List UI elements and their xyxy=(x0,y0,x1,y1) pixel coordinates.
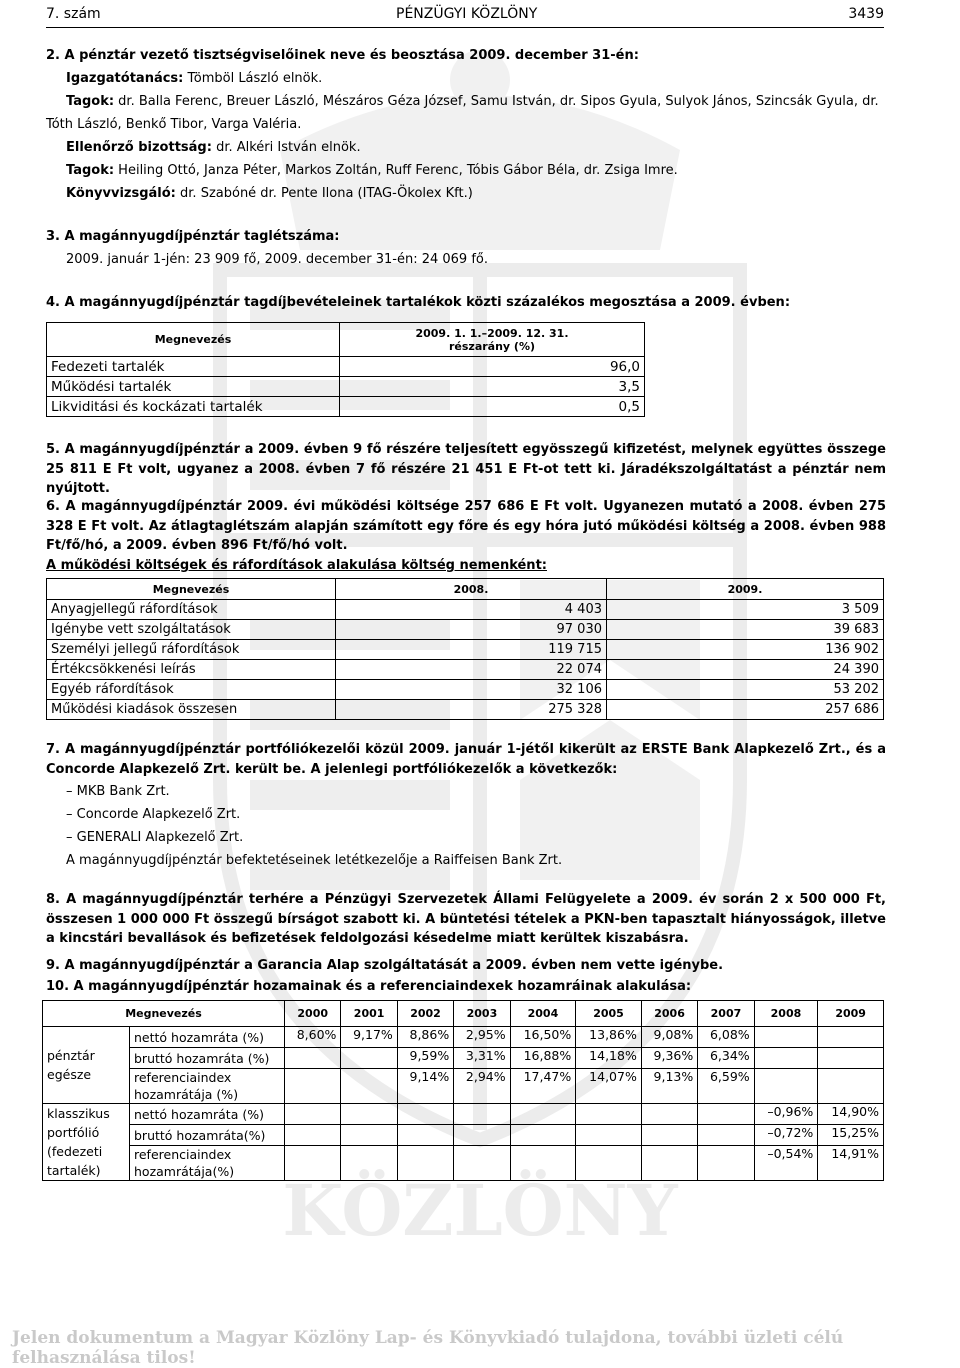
year-header: 2009 xyxy=(818,1001,884,1027)
auditor-line xyxy=(46,182,886,205)
section-3-heading: 3. A magánnyugdíjpénztár taglétszáma: xyxy=(46,229,340,244)
board-line xyxy=(46,67,886,90)
year-value: 14,18% xyxy=(576,1048,642,1069)
control-members-line xyxy=(46,159,886,182)
year-value xyxy=(397,1146,453,1181)
table-row xyxy=(47,680,884,700)
row-value: 3,5 xyxy=(340,377,645,397)
row-name: referenciaindex hozamrátája (%) xyxy=(130,1069,285,1104)
row-2009: 53 202 xyxy=(607,680,884,700)
col-value-header xyxy=(340,323,645,357)
group-label: pénztár egésze xyxy=(43,1027,130,1104)
row-name: nettó hozamráta (%) xyxy=(130,1027,285,1048)
year-value: 16,88% xyxy=(510,1048,576,1069)
col-name-header: Megnevezés xyxy=(47,579,336,600)
row-2008: 32 106 xyxy=(336,680,607,700)
year-value xyxy=(454,1146,510,1181)
control-text: dr. Alkéri István elnök. xyxy=(211,140,361,155)
col-2008-header: 2008. xyxy=(336,579,607,600)
table-header-row xyxy=(43,1001,884,1027)
year-value xyxy=(341,1146,397,1181)
list-item: – GENERALI Alapkezelő Zrt. xyxy=(66,830,244,845)
year-value xyxy=(341,1125,397,1146)
year-value xyxy=(341,1069,397,1104)
year-value xyxy=(510,1125,576,1146)
year-value: 14,91% xyxy=(818,1146,884,1181)
year-value xyxy=(754,1048,818,1069)
col-value-header-line2: részarány (%) xyxy=(448,339,535,353)
table-row xyxy=(47,600,884,620)
cost-table xyxy=(46,578,884,720)
manager-list xyxy=(66,780,866,872)
year-value xyxy=(641,1146,697,1181)
table-row xyxy=(43,1146,884,1181)
row-name: referenciaindex hozamrátája(%) xyxy=(130,1146,285,1181)
custodian-text: A magánnyugdíjpénztár befektetéseinek letétkezelője a Raiffeisen Bank Zrt. xyxy=(66,853,563,868)
year-value: 9,13% xyxy=(641,1069,697,1104)
journal-title: PÉNZÜGYI KÖZLÖNY xyxy=(396,6,538,22)
group-label: klasszikus portfólió (fedezeti tartalék) xyxy=(43,1104,130,1181)
year-value xyxy=(576,1104,642,1125)
year-value xyxy=(698,1125,754,1146)
col-2009-header: 2009. xyxy=(607,579,884,600)
row-name: Működési tartalék xyxy=(47,377,340,397)
section-8: 8. A magánnyugdíjpénztár terhére a Pénzügyi Szervezetek Állami Felügyelete a 2009. év során 2 x 500 000 Ft, összesen 1 000 000 Ft összegű bírságot szabott ki. A büntetési tételek a PKN-ben tapasztalt hiányosságok, illetve a kincstári bevallások és befizetések feldolgozási késedelme miatt kerültek kiszabásra. xyxy=(46,892,886,946)
year-value: 3,31% xyxy=(454,1048,510,1069)
year-value: 9,59% xyxy=(397,1048,453,1069)
row-name: bruttó hozamráta (%) xyxy=(130,1048,285,1069)
year-header: 2000 xyxy=(285,1001,341,1027)
year-value xyxy=(641,1104,697,1125)
members-line xyxy=(46,90,886,136)
section-9: 9. A magánnyugdíjpénztár a Garancia Alap szolgáltatását a 2009. évben nem vette igénybe. xyxy=(46,958,724,973)
table-row xyxy=(43,1104,884,1125)
year-value: 8,60% xyxy=(285,1027,341,1048)
year-value: 6,08% xyxy=(698,1027,754,1048)
row-2009: 136 902 xyxy=(607,640,884,660)
year-value: 8,86% xyxy=(397,1027,453,1048)
row-name: Fedezeti tartalék xyxy=(47,357,340,377)
year-value: 15,25% xyxy=(818,1125,884,1146)
table-row xyxy=(43,1048,884,1069)
col-value-header-line1: 2009. 1. 1.–2009. 12. 31. xyxy=(415,326,569,340)
year-value xyxy=(341,1048,397,1069)
year-value: 17,47% xyxy=(510,1069,576,1104)
row-name: Egyéb ráfordítások xyxy=(47,680,336,700)
table-row xyxy=(47,620,884,640)
year-value: 14,07% xyxy=(576,1069,642,1104)
table-row xyxy=(43,1125,884,1146)
page-number: 3439 xyxy=(848,6,884,22)
year-value: 2,94% xyxy=(454,1069,510,1104)
control-line xyxy=(46,136,886,159)
control-members-label: Tagok: xyxy=(66,163,115,178)
row-name: Igénybe vett szolgáltatások xyxy=(47,620,336,640)
row-value: 96,0 xyxy=(340,357,645,377)
year-value: 9,08% xyxy=(641,1027,697,1048)
year-value xyxy=(818,1027,884,1048)
row-2008: 119 715 xyxy=(336,640,607,660)
reserve-split-table xyxy=(46,322,645,417)
table-row xyxy=(43,1027,884,1048)
year-header: 2001 xyxy=(341,1001,397,1027)
year-value: 9,14% xyxy=(397,1069,453,1104)
row-2008: 4 403 xyxy=(336,600,607,620)
year-header: 2007 xyxy=(698,1001,754,1027)
section-6-subheading: A működési költségek és ráfordítások alakulása költség nemenként: xyxy=(46,558,547,573)
svg-text:KÖZLÖNY: KÖZLÖNY xyxy=(282,1169,678,1250)
year-value xyxy=(285,1125,341,1146)
year-value xyxy=(454,1125,510,1146)
year-value xyxy=(754,1027,818,1048)
issue-number: 7. szám xyxy=(46,6,101,22)
row-2008: 22 074 xyxy=(336,660,607,680)
board-text: Tömböl László elnök. xyxy=(183,71,323,86)
control-members-text: Heiling Ottó, Janza Péter, Markos Zoltán, Ruff Ferenc, Tóbis Gábor Béla, dr. Zsiga Imre. xyxy=(114,163,678,178)
year-value: 13,86% xyxy=(576,1027,642,1048)
section-3 xyxy=(46,225,886,271)
year-value xyxy=(576,1146,642,1181)
year-value xyxy=(510,1104,576,1125)
section-2-heading: 2. A pénztár vezető tisztségviselőinek neve és beosztása 2009. december 31-én: xyxy=(46,48,639,63)
year-value: 16,50% xyxy=(510,1027,576,1048)
year-value: 9,17% xyxy=(341,1027,397,1048)
year-value: –0,96% xyxy=(754,1104,818,1125)
year-value: –0,54% xyxy=(754,1146,818,1181)
control-label: Ellenőrző bizottság: xyxy=(66,140,212,155)
row-2008: 275 328 xyxy=(336,700,607,720)
year-value xyxy=(576,1125,642,1146)
members-text: dr. Balla Ferenc, Breuer László, Mészáros Géza József, Samu István, dr. Sipos Gyula, Sulyok János, Szincsák Gyula, dr. Tóth László, Benkő Tibor, Varga Valéria. xyxy=(46,94,879,132)
auditor-text: dr. Szabóné dr. Pente Ilona (ITAG-Ökolex Kft.) xyxy=(175,186,473,201)
year-value xyxy=(285,1048,341,1069)
section-5: 5. A magánnyugdíjpénztár a 2009. évben 9 fő részére teljesített egyösszegű kifizetést, melynek együttes összege 25 811 E Ft volt, ugyanez a 2008. évben 7 fő részére 21 451 E Ft-ot tett ki. Járadékszolgáltatást a pénztár nem nyújtott. xyxy=(46,442,886,496)
board-label: Igazgatótanács: xyxy=(66,71,184,86)
row-name: Működési kiadások összesen xyxy=(47,700,336,720)
table-header-row xyxy=(47,323,645,357)
year-header: 2006 xyxy=(641,1001,697,1027)
row-2009: 39 683 xyxy=(607,620,884,640)
year-value xyxy=(397,1125,453,1146)
table-row xyxy=(47,640,884,660)
footer-notice: Jelen dokumentum a Magyar Közlöny Lap- és Könyvkiadó tulajdona, további üzleti célú felhasználása tilos! xyxy=(12,1328,844,1368)
row-2009: 24 390 xyxy=(607,660,884,680)
year-header: 2004 xyxy=(510,1001,576,1027)
row-name: nettó hozamráta (%) xyxy=(130,1104,285,1125)
year-value xyxy=(754,1069,818,1104)
row-2009: 257 686 xyxy=(607,700,884,720)
year-value: 2,95% xyxy=(454,1027,510,1048)
year-value xyxy=(818,1069,884,1104)
page-header xyxy=(46,6,884,24)
section-7: 7. A magánnyugdíjpénztár portfóliókezelői közül 2009. január 1-jétől kikerült az ERSTE Bank Alapkezelő Zrt., és a Concorde Alapkezelő Zrt. került be. A jelenlegi portfóliókezelők a következők: xyxy=(46,742,886,777)
year-header: 2005 xyxy=(576,1001,642,1027)
row-name: Likviditási és kockázati tartalék xyxy=(47,397,340,417)
year-header: 2002 xyxy=(397,1001,453,1027)
year-value xyxy=(341,1104,397,1125)
row-2009: 3 509 xyxy=(607,600,884,620)
list-item: – MKB Bank Zrt. xyxy=(66,784,170,799)
year-header: 2008 xyxy=(754,1001,818,1027)
year-value: –0,72% xyxy=(754,1125,818,1146)
returns-table-body xyxy=(43,1027,884,1181)
returns-table xyxy=(42,1000,884,1181)
table-row xyxy=(47,660,884,680)
list-item: – Concorde Alapkezelő Zrt. xyxy=(66,807,241,822)
year-value xyxy=(510,1146,576,1181)
table-row xyxy=(47,700,884,720)
table-header-row xyxy=(47,579,884,600)
section-2 xyxy=(46,44,886,205)
table-row xyxy=(47,397,645,417)
section-4-heading: 4. A magánnyugdíjpénztár tagdíjbevételeinek tartalékok közti százalékos megosztása a 2009. évben: xyxy=(46,295,791,310)
auditor-label: Könyvvizsgáló: xyxy=(66,186,176,201)
row-2008: 97 030 xyxy=(336,620,607,640)
year-value xyxy=(641,1125,697,1146)
year-value xyxy=(285,1069,341,1104)
row-name: Személyi jellegű ráfordítások xyxy=(47,640,336,660)
year-value xyxy=(454,1104,510,1125)
members-label: Tagok: xyxy=(66,94,115,109)
year-value: 14,90% xyxy=(818,1104,884,1125)
year-value: 6,34% xyxy=(698,1048,754,1069)
table-row xyxy=(47,377,645,397)
year-value xyxy=(285,1146,341,1181)
row-name: Anyagjellegű ráfordítások xyxy=(47,600,336,620)
section-3-text: 2009. január 1-jén: 23 909 fő, 2009. december 31-én: 24 069 fő. xyxy=(66,252,488,267)
year-value: 6,59% xyxy=(698,1069,754,1104)
col-name-header: Megnevezés xyxy=(47,323,340,357)
year-value: 9,36% xyxy=(641,1048,697,1069)
year-value xyxy=(818,1048,884,1069)
row-name: Értékcsökkenési leírás xyxy=(47,660,336,680)
year-value xyxy=(698,1104,754,1125)
header-rule xyxy=(46,27,884,28)
col-name-header: Megnevezés xyxy=(43,1001,285,1027)
row-name: bruttó hozamráta(%) xyxy=(130,1125,285,1146)
section-6: 6. A magánnyugdíjpénztár 2009. évi működési költsége 257 686 E Ft volt. Ugyanezen mutató a 2008. évben 275 328 E Ft volt. Az átlagtaglétszám alapján számított egy főre és egy hóra jutó működési költség a 2008. évben 988 Ft/fő/hó, a 2009. évben 896 Ft/fő/hó volt. xyxy=(46,499,886,553)
section-10-heading: 10. A magánnyugdíjpénztár hozamainak és a referenciaindexek hozamráinak alakulása: xyxy=(46,979,692,994)
year-value xyxy=(698,1146,754,1181)
year-header: 2003 xyxy=(454,1001,510,1027)
table-row xyxy=(43,1069,884,1104)
table-row xyxy=(47,357,645,377)
row-value: 0,5 xyxy=(340,397,645,417)
year-value xyxy=(397,1104,453,1125)
year-value xyxy=(285,1104,341,1125)
